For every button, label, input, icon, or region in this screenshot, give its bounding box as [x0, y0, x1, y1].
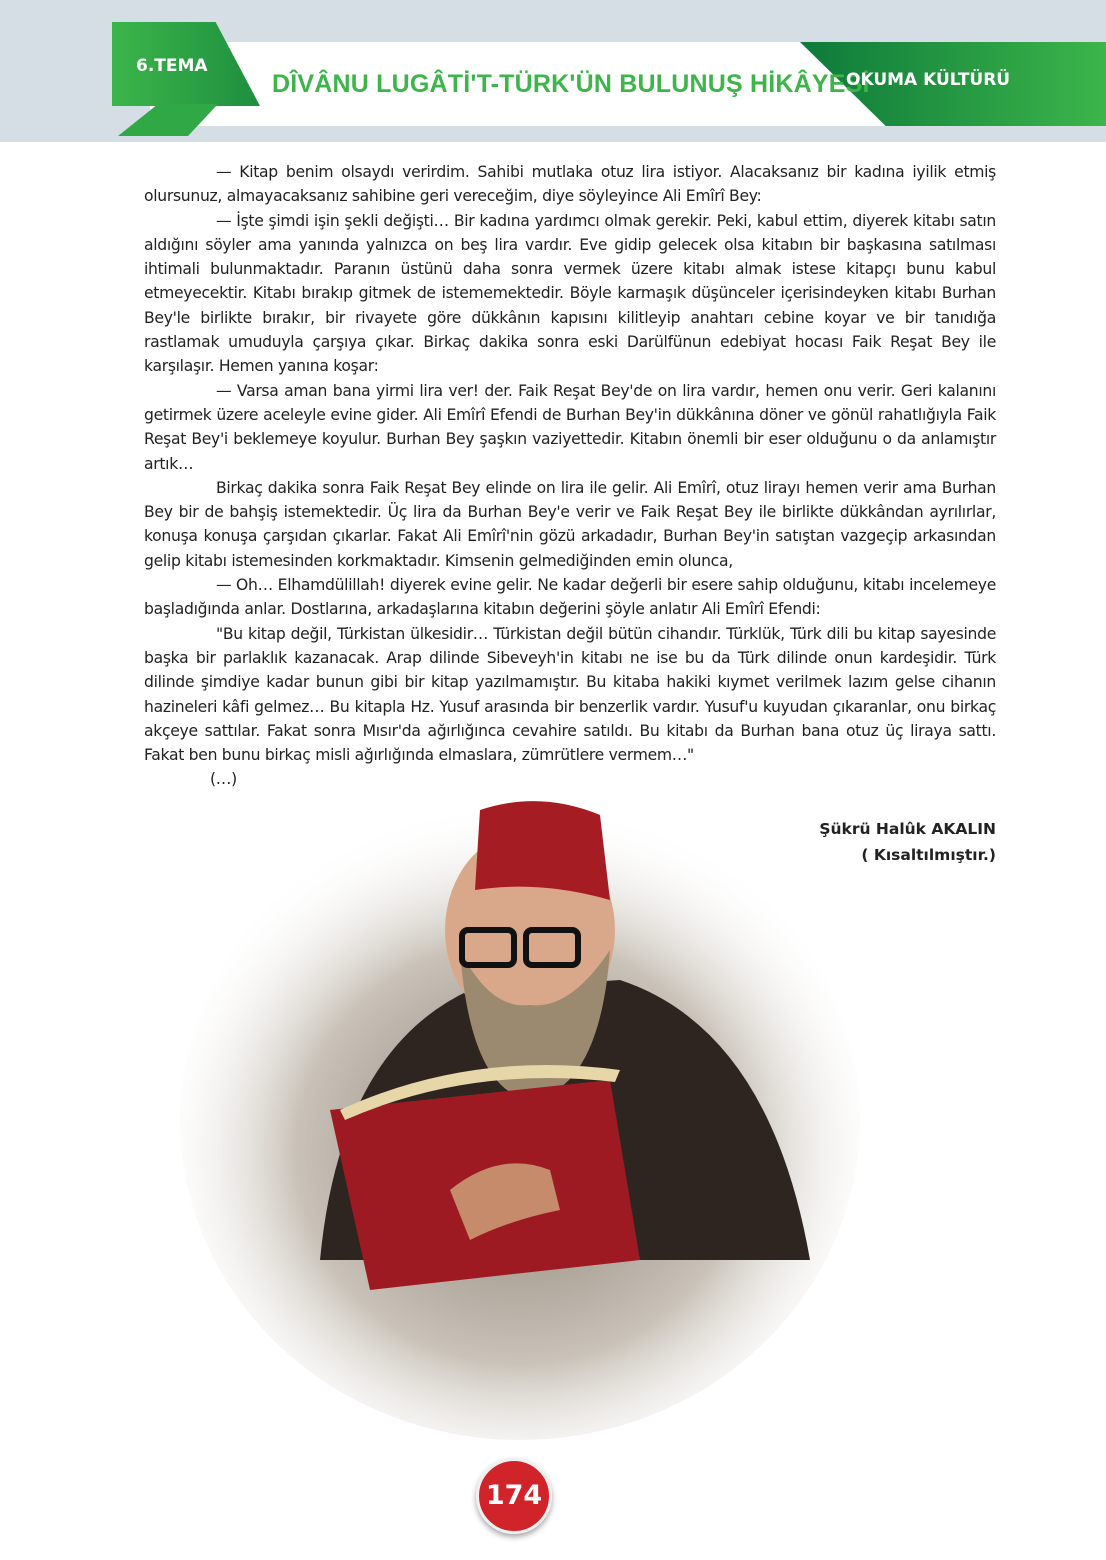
paragraph: — Kitap benim olsaydı verirdim. Sahibi mutlaka otuz lira istiyor. Alacaksanız bir kadına iyilik etmiş olursunuz, almayacaksanız sahibine geri vereceğim, diye söyleyince Ali Emîrî Bey:: [144, 163, 996, 206]
story-text: [144, 160, 996, 792]
ellipsis: (…): [210, 770, 237, 789]
paragraph: — İşte şimdi işin şekli değişti… Bir kadına yardımcı olmak gerekir. Peki, kabul ettim, diyerek kitabı satın aldığını söyler ama yanında yalnızca on beş lira vardır. Eve gidip gelecek olsa kitabın bir başkasına satılması ihtimali bulunmaktadır. Paranın üstünü daha sonra vermek üzere kitabı almak istese kitapçı bunu kabul etmeyecektir. Kitabı bırakıp gitmek de istememektedir. Böyle karmaşık düşünceler içerisindeyken kitabı Burhan Bey'le birlikte bırakır, bir rivayete göre dükkânın kapısını kilitleyip anahtarı cebine koyar ve bir tanıdığa rastlamak umuduyla çarşıya çıkar. Birkaç dakika sonra eski Darülfünun edebiyat hocası Faik Reşat Bey ile karşılaşır. Hemen yanına koşar:: [144, 211, 996, 376]
illustration-man-reading: [170, 790, 870, 1440]
paragraph: "Bu kitap değil, Türkistan ülkesidir… Türkistan değil bütün cihandır. Türklük, Türk dili bu kitap sayesinde başka bir parlaklık kazanacak. Arap dilinde Sibeveyh'in kitabı ne ise bu da Türk dilinde onun kardeşidir. Türk dilinde şimdiye kadar bunun gibi bir kitap yazılmamıştır. Bu kitaba hakiki kıymet verilmek lazım gelse cihanın hazineleri kâfi gelmez… Bu kitapla Hz. Yusuf arasında bir benzerlik vardır. Yusuf'u kuyudan çıkaranlar, onu birkaç akçeye sattılar. Fakat sonra Mısır'da ağırlığınca cevahire satıldı. Bu kitabı da Burhan bana otuz üç liraya sattı. Fakat ben bunu birkaç misli ağırlığında elmaslara, zümrütlere vermem…": [144, 624, 996, 765]
paragraph: Birkaç dakika sonra Faik Reşat Bey elinde on lira ile gelir. Ali Emîrî, otuz lirayı hemen verir ama Burhan Bey bir de bahşiş istemektedir. Üç lira da Burhan Bey'e verir ve Faik Reşat Bey ile birlikte dükkândan ayrılırlar, konuşa konuşa çarşıdan çıkarlar. Fakat Ali Emîrî'nin gözü arkadadır, Burhan Bey'in satıştan vazgeçip arkasından gelip kitabı istemesinden korkmaktadır. Kimsenin gelmediğinden emin olunca,: [144, 478, 996, 570]
paragraph: — Oh… Elhamdülillah! diyerek evine gelir. Ne kadar değerli bir esere sahip olduğunu, kitabı incelemeye başladığında anlar. Dostlarına, arkadaşlarına kitabın değerini şöyle anlatır Ali Emîrî Efendi:: [144, 576, 996, 619]
page-number: 174: [476, 1458, 552, 1534]
author-credit: [819, 816, 996, 868]
abridged-note: ( Kısaltılmıştır.): [861, 846, 996, 864]
paragraph: — Varsa aman bana yirmi lira ver! der. Faik Reşat Bey'de on lira vardır, hemen onu verir. Geri kalanını getirmek üzere aceleyle evine gider. Ali Emîrî Efendi de Burhan Bey'in dükkânına döner ve gönül rahatlığıyla Faik Reşat Bey'i beklemeye koyulur. Burhan Bey şaşkın vaziyettedir. Kitabın önemli bir eser olduğunu o da anlamıştır artık…: [144, 381, 996, 473]
theme-label: 6.TEMA: [136, 56, 208, 76]
section-label: OKUMA KÜLTÜRÜ: [846, 70, 1011, 90]
fez: [475, 801, 610, 900]
author-name: Şükrü Halûk AKALIN: [819, 820, 996, 838]
page-title: DÎVÂNU LUGÂTİ'T-TÜRK'ÜN BULUNUŞ HİKÂYESİ: [272, 70, 870, 98]
